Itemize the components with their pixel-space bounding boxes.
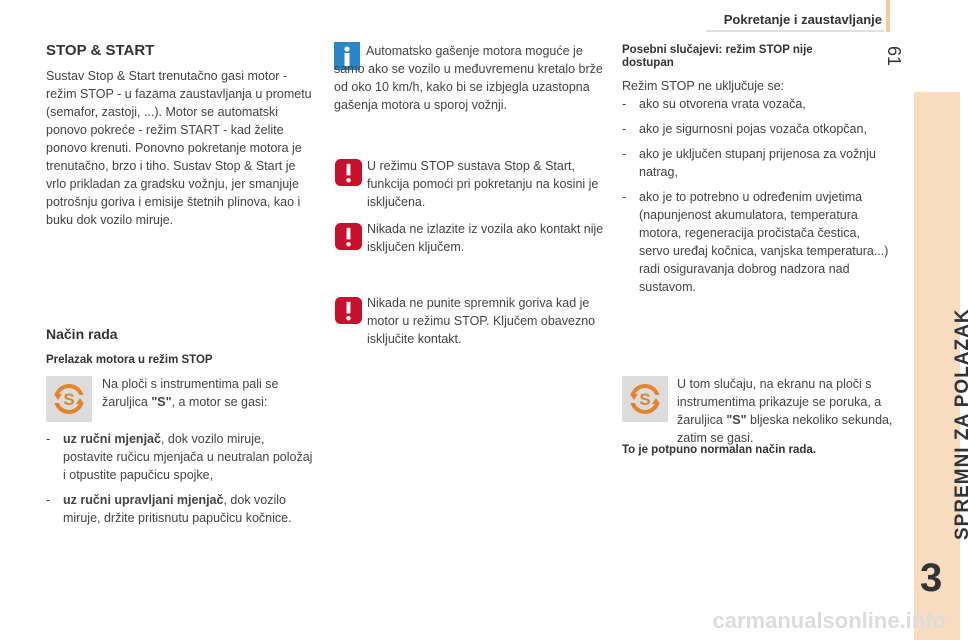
list-item: - ako je uključen stupanj prijenosa za vožnju natrag, [622,147,876,179]
stop-conditions-list [46,430,316,534]
stop-start-s-icon [626,380,664,418]
chapter-number: 3 [920,556,943,600]
exclamation-warning-icon [334,296,363,325]
exclamation-warning-icon [334,158,363,187]
chapter-label: SPREMNI ZA POLAZAK [952,308,973,540]
list-item: - ako je to potrebno u određenim uvjetima (napunjenost akumulatora, temperatura motora, regeneracija pročistača čestica, servo uređaj kočnica, vanjska temperatura...) radi osiguravanja dobrog nadzora nad sustavom. [622,190,889,294]
page-number: 61 [884,46,904,67]
watermark: carmanualsonline.info [712,608,946,633]
list-item: - uz ručni mjenjač, dok vozilo miruje, postavite ručicu mjenjača u neutralan položaj i otpustite papučicu spojke, [46,432,313,482]
stop-start-indicator-icon [622,376,668,422]
list-item: - ako je sigurnosni pojas vozača otkopčan, [622,122,867,136]
mode-section [46,326,316,366]
info-note: Automatsko gašenje motora moguće je samo ako se vozilo u međuvremenu kretalo brže od oko 10 km/h, kako bi se izbjegla uzastopna gašenja motora u sporoj vožnji. [334,44,603,112]
intro-paragraph: Sustav Stop & Start trenutačno gasi motor - režim STOP - u fazama zaustavljanja u prometu (semafor, zastoji, ...). Motor se automatski ponovo pokreće - režim START - kad želite ponovo krenuti. Ponovno pokretanje motora je trenutačno, brzo i tiho. Sustav Stop & Start je vrlo prikladan za gradsku vožnju, jer smanjuje potrošnju goriva i emisije štetnih plinova, kao i buku dok vozilo miruje. [46,69,312,227]
warning-hill-assist: U režimu STOP sustava Stop & Start, funkcija pomoći pri pokretanju na kosini je isključena. [367,159,599,209]
special-cases-lead: Režim STOP ne uključuje se: [622,79,785,93]
left-column [46,42,316,229]
list-item: - uz ručni upravljani mjenjač, dok vozilo miruje, držite pritisnutu papučicu kočnice. [46,493,292,525]
exclamation-warning-icon [334,222,363,251]
mode-heading: Način rada [46,326,118,342]
header-rule [706,30,884,32]
stop-start-s-icon [50,380,88,418]
closing-note: To je potpuno normalan način rada. [622,444,817,456]
warning-icon [334,158,363,192]
list-item: - ako su otvorena vrata vozača, [622,97,806,111]
svg-text:S: S [63,390,75,409]
warning-exit-vehicle: Nikada ne izlazite iz vozila ako kontakt nije isključen ključem. [367,222,604,254]
warning-icon [334,296,363,330]
flashing-icon-description: U tom slučaju, na ekranu na ploči s instrumentima prikazuje se poruka, a žaruljica "S" bljeska nekoliko sekunda, zatim se gasi. [677,377,893,445]
stop-start-indicator-icon [46,376,92,422]
warning-icon [334,222,363,256]
section-title: STOP & START [46,42,155,59]
stop-icon-description: Na ploči s instrumentima pali se žaruljica "S", a motor se gasi: [102,377,279,409]
stop-mode-subheading: Prelazak motora u režim STOP [46,354,213,366]
header-accent [886,0,890,32]
svg-text:S: S [639,390,651,409]
special-cases-list [622,95,892,303]
special-cases-heading: Posebni slučajevi: režim STOP nije dostupan [622,44,813,69]
page-header-title: Pokretanje i zaustavljanje [723,12,882,27]
warning-refuel: Nikada ne punite spremnik goriva kad je motor u režimu STOP. Ključem obavezno isključite kontakt. [367,296,596,346]
